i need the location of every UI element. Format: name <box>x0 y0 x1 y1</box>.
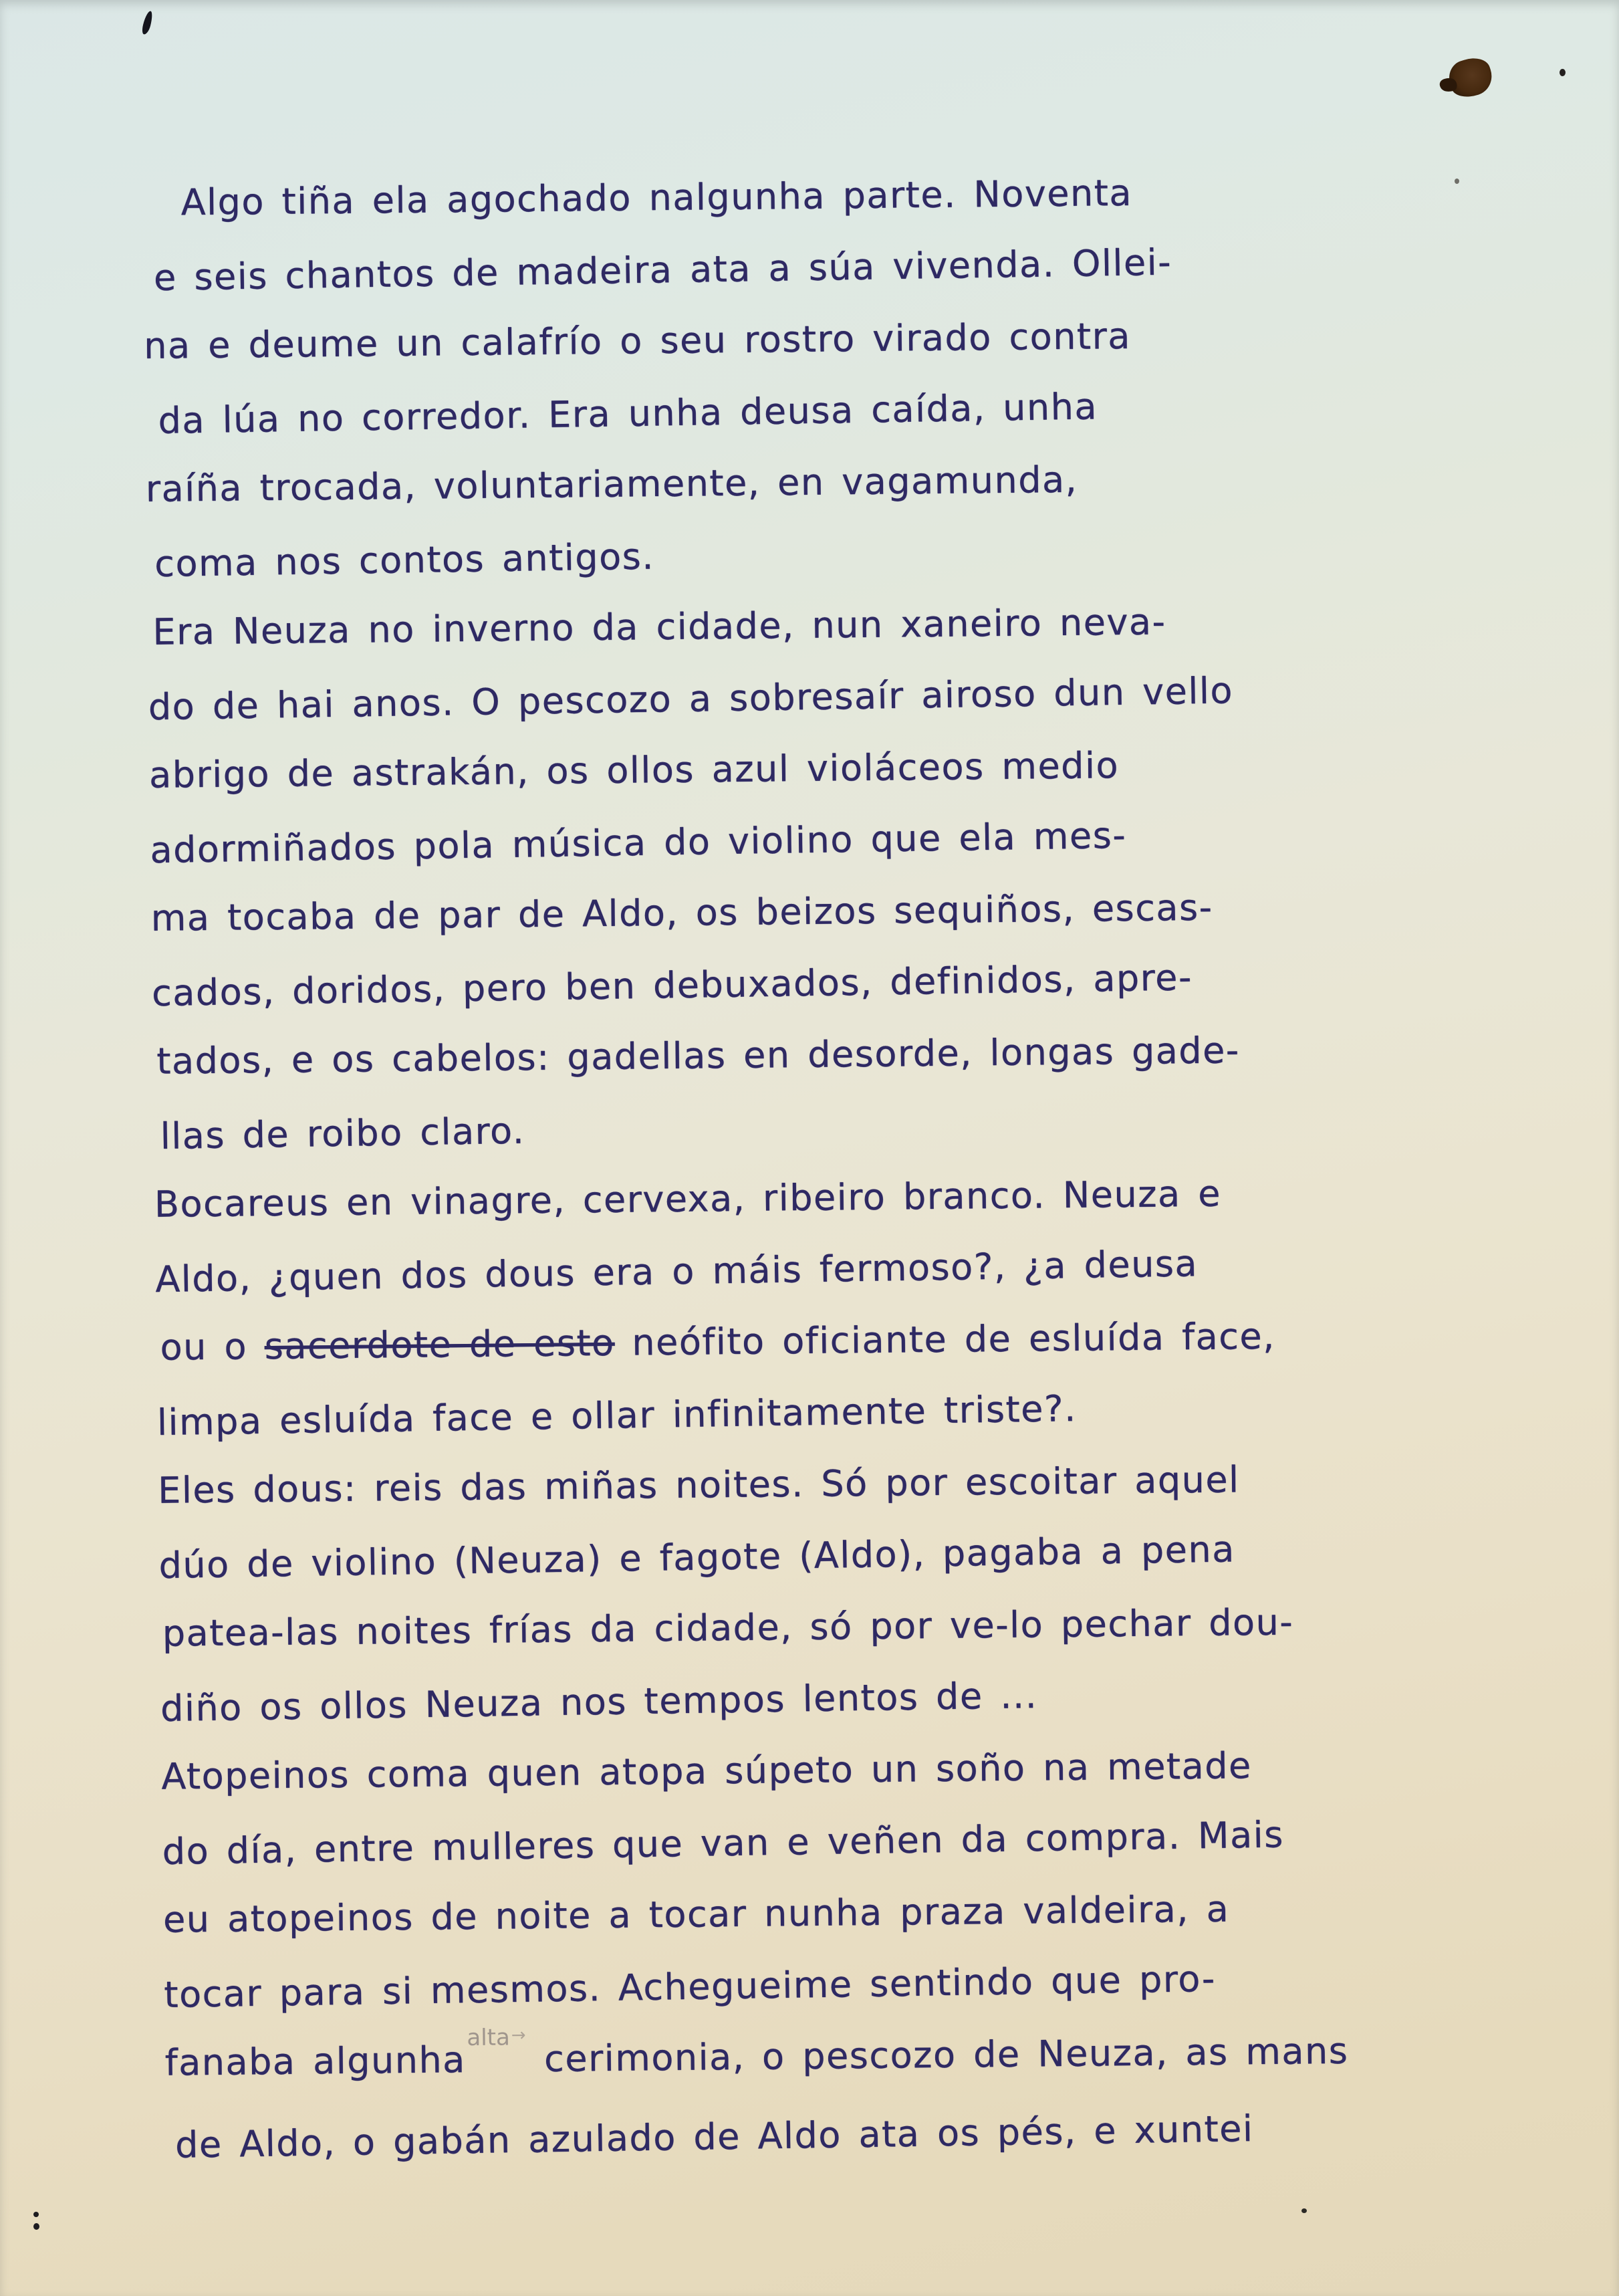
handwritten-line: Aldo, ¿quen dos dous era o máis fermoso?, ¿a deusa <box>154 1242 1199 1301</box>
handwritten-line: Eles dous: reis das miñas noites. Só por escoitar aquel <box>157 1458 1240 1512</box>
handwritten-line: do día, entre mulleres que van e veñen da compra. Mais <box>162 1813 1285 1873</box>
handwritten-line: na e deume un calafrío o seu rostro virado contra <box>143 314 1132 367</box>
pencil-inserted-word: alta <box>467 2024 511 2052</box>
handwritten-line: da lúa no corredor. Era unha deusa caída, unha <box>158 385 1098 442</box>
handwritten-line: raíña trocada, voluntariamente, en vagamunda, <box>145 458 1078 510</box>
handwritten-line: e seis chantos de madeira ata a súa vivenda. Ollei- <box>153 241 1172 299</box>
handwritten-line: Bocareus en vinagre, cervexa, ribeiro branco. Neuza e <box>154 1172 1222 1226</box>
ink-dots-bottomleft <box>33 2212 39 2229</box>
handwritten-line: eu atopeinos de noite a tocar nunha praza valdeira, a <box>162 1887 1230 1941</box>
insertion-arrow-icon: → <box>511 2025 527 2046</box>
handwritten-line: abrigo de astrakán, os ollos azul violáceos medio <box>148 744 1120 796</box>
handwritten-line: diño os ollos Neuza nos tempos lentos de ... <box>160 1674 1038 1730</box>
line-text-after-strike: neófito oficiante de esluída face, <box>614 1314 1276 1364</box>
handwritten-line: adormiñados pola música do violino que ela mes- <box>149 814 1127 872</box>
handwritten-text-block <box>142 152 1543 2179</box>
line-text-before-insertion: fanaba algunha <box>164 2039 467 2084</box>
handwritten-line: llas de roibo claro. <box>160 1109 525 1157</box>
paper-speck <box>1560 69 1566 76</box>
handwritten-line: tocar para si mesmos. Achegueime sentindo que pro- <box>163 1957 1217 2017</box>
line-text-after-insertion: cerimonia, o pescozo de Neuza, as mans <box>527 2029 1349 2081</box>
handwritten-line: ma tocaba de par de Aldo, os beizos sequiños, escas- <box>150 886 1213 939</box>
handwritten-line: limpa esluída face e ollar infinitamente triste?. <box>156 1387 1078 1444</box>
handwritten-line: tados, e os cabelos: gadellas en desorde, longas gade- <box>156 1029 1241 1082</box>
ink-speck-topleft <box>141 10 154 35</box>
handwritten-line: Era Neuza no inverno da cidade, nun xaneiro neva- <box>152 600 1166 653</box>
paper-speck <box>1301 2208 1307 2213</box>
handwritten-line: Algo tiña ela agochado nalgunha parte. Noventa <box>180 171 1133 224</box>
handwritten-line: cados, doridos, pero ben debuxados, definidos, apre- <box>151 956 1193 1015</box>
handwritten-line: de Aldo, o gabán azulado de Aldo ata os pés, e xuntei <box>174 2107 1254 2166</box>
struck-out-words: sacerdote de esto <box>264 1321 615 1368</box>
handwritten-line: patea-las noites frías da cidade, só por ve-lo pechar dou- <box>162 1601 1294 1655</box>
ink-stain-topright <box>1445 53 1497 102</box>
handwritten-line: Atopeinos coma quen atopa súpeto un soño na metade <box>161 1744 1252 1798</box>
handwritten-line: coma nos contos antigos. <box>154 535 655 586</box>
line-text-before-strike: ou o <box>160 1325 265 1369</box>
handwritten-line: dúo de violino (Neuza) e fagote (Aldo), pagaba a pena <box>158 1528 1236 1587</box>
handwritten-line: do de hai anos. O pescozo a sobresaír airoso dun vello <box>148 669 1234 729</box>
